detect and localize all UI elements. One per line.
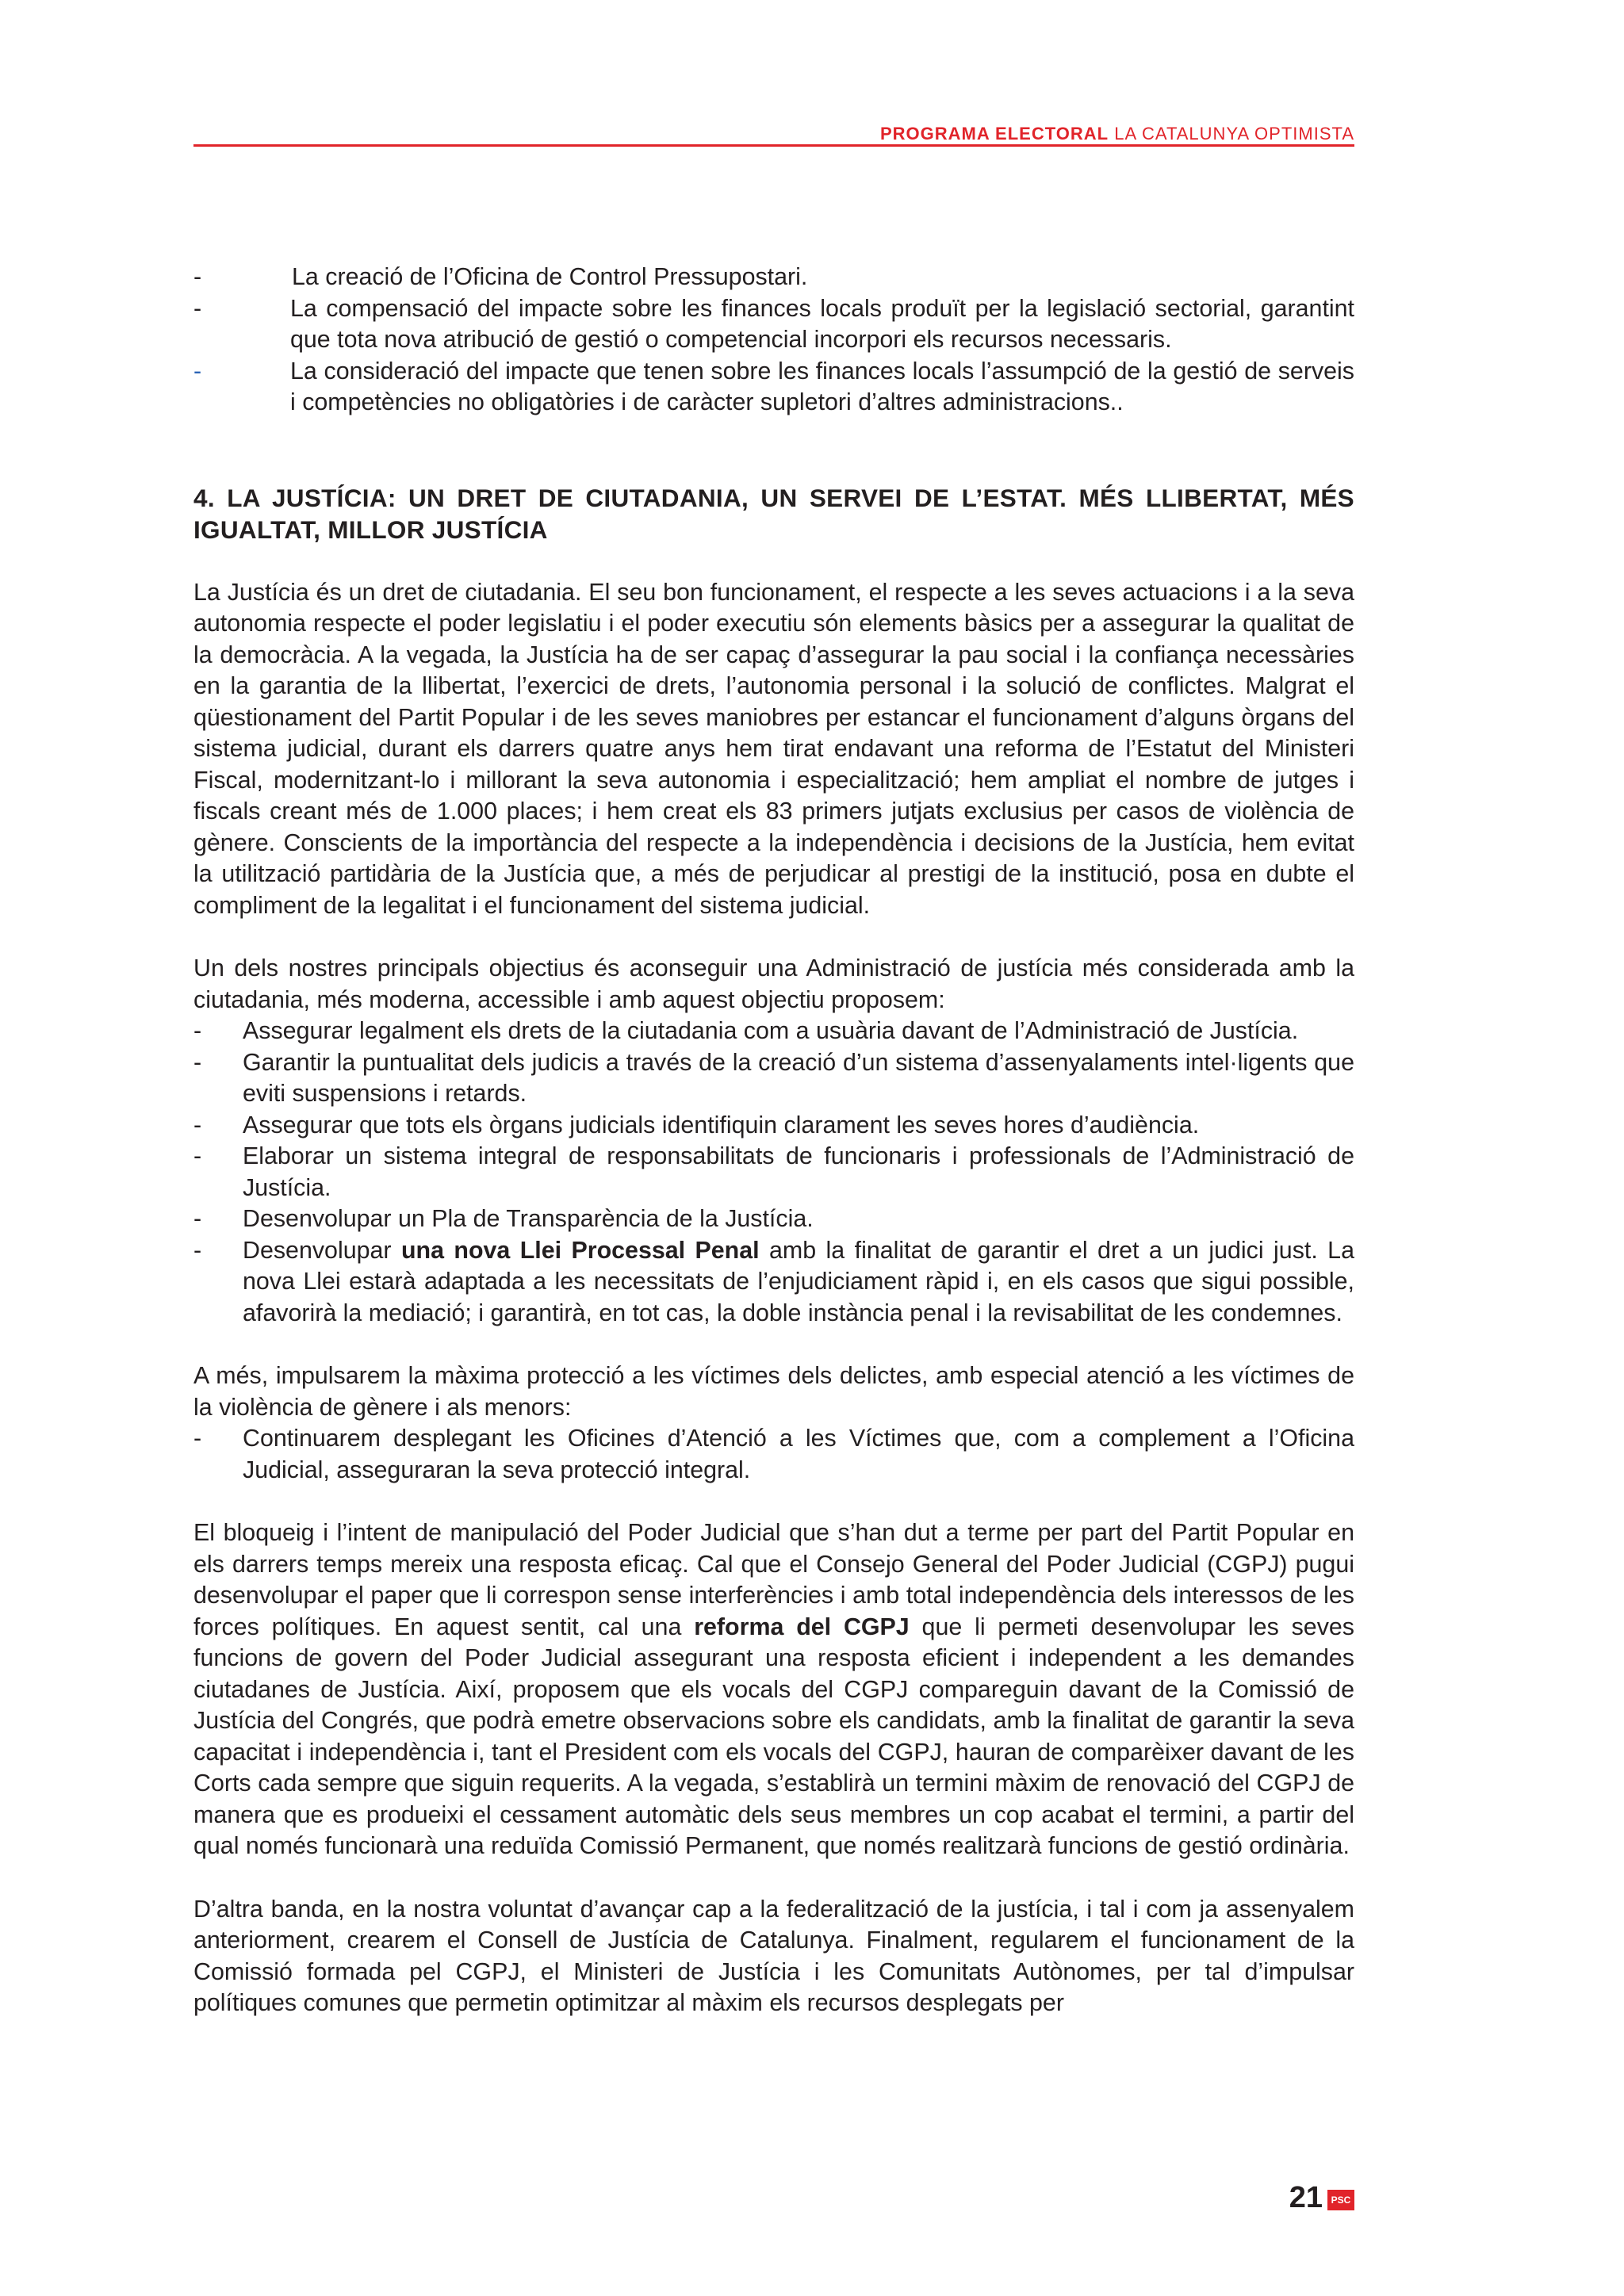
list-item-text: Continuarem desplegant les Oficines d’Atenció a les Víctimes que, com a complement a l’Oficina Judicial, asseguraran la seva protecció integral.: [243, 1425, 1354, 1483]
page-footer: [1253, 2180, 1354, 2215]
list-dash: -: [193, 1142, 202, 1169]
list-dash: -: [193, 1236, 202, 1264]
budget-measures-list: [193, 262, 1354, 419]
list-item-text: Desenvolupar un Pla de Transparència de la Justícia.: [243, 1205, 814, 1232]
list-item: [193, 1423, 1354, 1486]
list-item: [193, 1141, 1354, 1203]
psc-logo-icon: PSC: [1327, 2190, 1354, 2210]
paragraph-text-end: que li permeti desenvolupar les seves funcions de govern del Poder Judicial assegurant una resposta eficient i independent a les demandes ciutadanes de Justícia. Així, proposem que els vocals del CGPJ compareguin davant de la Comissió de Justícia del Congrés, que podrà emetre observacions sobre els candidats, amb la finalitat de garantir la seva capacitat i independència i, tant el President com els vocals del CGPJ, hauran de comparèixer davant de les Corts cada sempre que siguin requerits. A la vegada, s’establirà un termini màxim de renovació del CGPJ de manera que es produeixi el cessament automàtic dels seus membres un cop acabat el termini, a partir del qual només funcionarà una reduïda Comissió Permanent, que només realitzarà funcions de gestió ordinària.: [193, 1613, 1354, 1859]
spacer: [193, 1862, 1354, 1894]
victims-list: [193, 1423, 1354, 1486]
list-dash: -: [193, 357, 202, 385]
list-item: [193, 1016, 1354, 1047]
list-item: [193, 1110, 1354, 1142]
list-item-text: Elaborar un sistema integral de responsabilitats de funcionaris i professionals de l’Administració de Justícia.: [243, 1142, 1354, 1201]
paragraph-bold-text: reforma del CGPJ: [694, 1613, 910, 1640]
list-dash: -: [193, 294, 202, 322]
running-header: [193, 121, 1354, 147]
paragraph-federalization: D’altra banda, en la nostra voluntat d’avançar cap a la federalització de la justícia, i tal i com ja assenyalem anteriorment, crearem el Consell de Justícia de Catalunya. Finalment, regularem el funcionament de la Comissió formada pel CGPJ, el Ministeri de Justícia i les Comunitats Autònomes, per tal d’impulsar polítiques comunes que permetin optimitzar al màxim els recursos desplegats per: [193, 1895, 1354, 2016]
list-item-text: Garantir la puntualitat dels judicis a través de la creació d’un sistema d’assenyalaments intel·ligents que eviti suspensions i retards.: [243, 1048, 1354, 1107]
paragraph-victims: A més, impulsarem la màxima protecció a les víctimes dels delictes, amb especial atenció a les víctimes de la violència de gènere i als menors:: [193, 1362, 1354, 1421]
list-item-text: Assegurar que tots els òrgans judicials identifiquin clarament les seves hores d’audiència.: [243, 1111, 1200, 1138]
list-item: [193, 1203, 1354, 1235]
list-item: [193, 1235, 1354, 1330]
list-item-bold-text: una nova Llei Processal Penal: [400, 1236, 760, 1264]
paragraph-text-start: El bloqueig i l’intent de manipulació del Poder Judicial que s’han dut a terme per part del Partit Popular en els darrers temps mereix una resposta eficaç. Cal que el Consejo General del Poder Judicial (CGPJ) pugui desenvolupar el paper que li correspon sense interferències i amb total independència dels interessos de les forces polítiques. En aquest sentit, cal una: [193, 1519, 1354, 1640]
list-dash: -: [193, 1425, 202, 1452]
list-item: [193, 262, 1354, 293]
header-program-label: PROGRAMA ELECTORAL: [879, 124, 1109, 144]
list-item-text: La compensació del impacte sobre les finances locals produït per la legislació sectorial, garantint que tota nova atribució de gestió o competencial incorpori els recursos necessaris.: [290, 294, 1354, 353]
list-item-text: La consideració del impacte que tenen sobre les finances locals l’assumpció de la gestió de serveis i competències no obligatòries i de caràcter supletori d’altres administracions..: [290, 357, 1354, 415]
spacer: [193, 1486, 1354, 1517]
list-dash: -: [193, 263, 202, 290]
header-divider: [193, 144, 1354, 147]
list-item: [193, 356, 1354, 419]
list-item: [193, 293, 1354, 356]
list-item-text: La creació de l’Oficina de Control Pressupostari.: [292, 263, 808, 290]
list-dash: -: [193, 1205, 202, 1232]
header-program-title: LA CATALUNYA OPTIMISTA: [1114, 124, 1354, 144]
list-dash: -: [193, 1048, 202, 1076]
proposals-list: [193, 1016, 1354, 1329]
list-item: [193, 1047, 1354, 1110]
spacer: [193, 1329, 1354, 1360]
section-heading: 4. LA JUSTÍCIA: UN DRET DE CIUTADANIA, UN SERVEI DE L’ESTAT. MÉS LLIBERTAT, MÉS IGUALTAT, MILLOR JUSTÍCIA: [193, 483, 1354, 544]
list-item-text: Assegurar legalment els drets de la ciutadania com a usuària davant de l’Administració de Justícia.: [243, 1017, 1299, 1044]
list-dash: -: [193, 1111, 202, 1138]
list-item-text-start: Desenvolupar: [243, 1236, 401, 1264]
list-item-text-end: amb la finalitat de garantir el dret a un judici just. La nova Llei estarà adaptada a les necessitats de l’enjudiciament ràpid i, en els casos que sigui possible, afavorirà la mediació; i garantirà, en tot cas, la doble instància penal i la revisabilitat de les condemnes.: [243, 1236, 1354, 1326]
page-content: [193, 262, 1354, 2019]
spacer: [193, 419, 1354, 482]
paragraph-cgpj: [193, 1517, 1354, 1862]
spacer: [193, 545, 1354, 577]
paragraph-objectives: Un dels nostres principals objectius és aconseguir una Administració de justícia més considerada amb la ciutadania, més moderna, accessible i amb aquest objectiu proposem:: [193, 955, 1354, 1013]
list-dash: -: [193, 1017, 202, 1044]
spacer: [193, 921, 1354, 953]
paragraph-justice-intro: La Justícia és un dret de ciutadania. El seu bon funcionament, el respecte a les seves actuacions i a la seva autonomia respecte el poder legislatiu i el poder executiu són elements bàsics per a assegurar la qualitat de la democràcia. A la vegada, la Justícia ha de ser capaç d’assegurar la pau social i la confiança necessàries en la garantia de la llibertat, l’exercici de drets, l’autonomia personal i la solució de conflictes. Malgrat el qüestionament del Partit Popular i de les seves maniobres per estancar el funcionament d’alguns òrgans del sistema judicial, durant els darrers quatre anys hem tirat endavant una reforma de l’Estatut del Ministeri Fiscal, modernitzant-lo i millorant la seva autonomia i especialització; hem ampliat el nombre de jutges i fiscals creant més de 1.000 places; i hem creat els 83 primers jutjats exclusius per casos de violència de gènere. Conscients de la importància del respecte a la independència i decisions de la Justícia, hem evitat la utilització partidària de la Justícia que, a més de perjudicar al prestigi de la institució, posa en dubte el compliment de la legalitat i el funcionament del sistema judicial.: [193, 578, 1354, 919]
page-number: 21: [1289, 2181, 1323, 2214]
